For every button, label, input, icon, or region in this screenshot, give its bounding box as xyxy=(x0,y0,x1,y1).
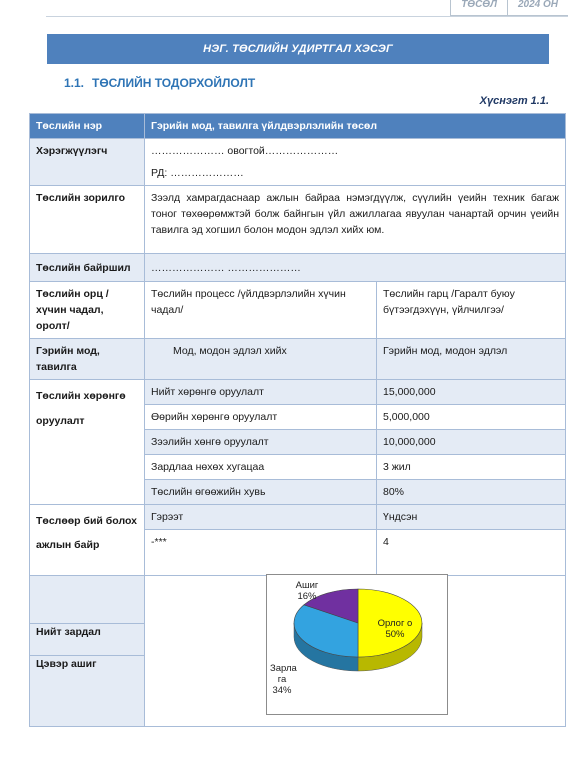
finance-labels xyxy=(30,576,145,727)
investment-item-name: Өөрийн хөрөнгө оруулалт xyxy=(145,405,377,430)
investment-item-value: 15,000,000 xyxy=(377,380,566,405)
finance-row xyxy=(30,576,566,727)
table-caption: Хүснэгт 1.1. xyxy=(479,95,549,107)
investment-item-value: 3 жил xyxy=(377,455,566,480)
project-definition-table xyxy=(29,113,566,727)
chapter-banner: НЭГ. ТӨСЛИЙН УДИРТГАЛ ХЭСЭГ xyxy=(47,34,549,64)
applicant-label: Хэрэгжүүлэгч xyxy=(30,139,145,186)
header-cell-project: ТӨСӨЛ xyxy=(450,0,507,16)
furniture-input: Мод, модон эдлэл хийх xyxy=(145,339,377,380)
applicant-name-line: ………………… овогтой………………… xyxy=(151,145,339,157)
total-cost-label: Нийт зардал xyxy=(30,624,144,656)
jobs-main-head: Үндсэн xyxy=(377,505,566,530)
header-value: Гэрийн мод, тавилга үйлдвэрлэлийн төсөл xyxy=(145,114,566,139)
section-title: ТӨСЛИЙН ТОДОРХОЙЛОЛТ xyxy=(92,76,256,90)
goal-value: Зээлд хамрагдаснаар ажлын байраа нэмэгдүүлж, сүүлийн үеийн техник багаж тоног төхөөрөмжтэй болж байнгын үйл ажиллагаа явуулан чанартай орчин үеийн тавилга эд хогшил болон модон эдлэл хийх юм. xyxy=(145,186,566,254)
goal-label: Төслийн зорилго xyxy=(30,186,145,254)
section-heading xyxy=(64,76,255,90)
investment-item-value: 80% xyxy=(377,480,566,505)
location-value: ………………… ………………… xyxy=(145,254,566,282)
jobs-label: Төслөөр бий болох ажлын байр xyxy=(30,505,145,576)
io-input: Төслийн процесс /үйлдвэрлэлийн хүчин чадал/ xyxy=(145,282,377,339)
investment-item-value: 10,000,000 xyxy=(377,430,566,455)
pie-chart xyxy=(266,574,448,715)
applicant-id-line: РД: ………………… xyxy=(151,167,244,179)
applicant-row xyxy=(30,139,566,186)
investment-row xyxy=(30,380,566,405)
applicant-value xyxy=(145,139,566,186)
jobs-row xyxy=(30,505,566,530)
jobs-main-value: 4 xyxy=(377,530,566,576)
furniture-label: Гэрийн мод, тавилга xyxy=(30,339,145,380)
investment-item-name: Нийт хөрөнгө оруулалт xyxy=(145,380,377,405)
header-cell-year: 2024 ОН xyxy=(507,0,568,16)
location-row xyxy=(30,254,566,282)
investment-item-name: Зээлийн хөнгө оруулалт xyxy=(145,430,377,455)
io-output: Төслийн гарц /Гаралт буюу бүтээгдэхүүн, үйлчилгээ/ xyxy=(377,282,566,339)
header-label: Төслийн нэр xyxy=(30,114,145,139)
goal-row xyxy=(30,186,566,254)
jobs-contract-value: -*** xyxy=(145,530,377,576)
pie-label-profit: Ашиг 16% xyxy=(295,580,319,602)
chart-cell xyxy=(145,576,566,727)
running-header xyxy=(450,0,568,16)
jobs-contract-head: Гэрээт xyxy=(145,505,377,530)
pie-label-expense: Зарла га 34% xyxy=(270,663,297,696)
net-profit-label: Цэвэр ашиг xyxy=(36,658,97,670)
investment-item-name: Зардлаа нөхөх хугацаа xyxy=(145,455,377,480)
investment-item-name: Төслийн өгөөжийн хувь xyxy=(145,480,377,505)
furniture-row xyxy=(30,339,566,380)
pie-label-income: Орлог о 50% xyxy=(377,618,413,640)
table-header-row xyxy=(30,114,566,139)
io-row xyxy=(30,282,566,339)
section-number: 1.1. xyxy=(64,76,85,90)
header-rule xyxy=(46,16,568,17)
location-label: Төслийн байршил xyxy=(30,254,145,282)
furniture-output: Гэрийн мод, модон эдлэл xyxy=(377,339,566,380)
investment-item-value: 5,000,000 xyxy=(377,405,566,430)
investment-label: Төслийн хөрөнгө оруулалт xyxy=(30,380,145,505)
io-label: Төслийн орц /хүчин чадал, оролт/ xyxy=(30,282,145,339)
